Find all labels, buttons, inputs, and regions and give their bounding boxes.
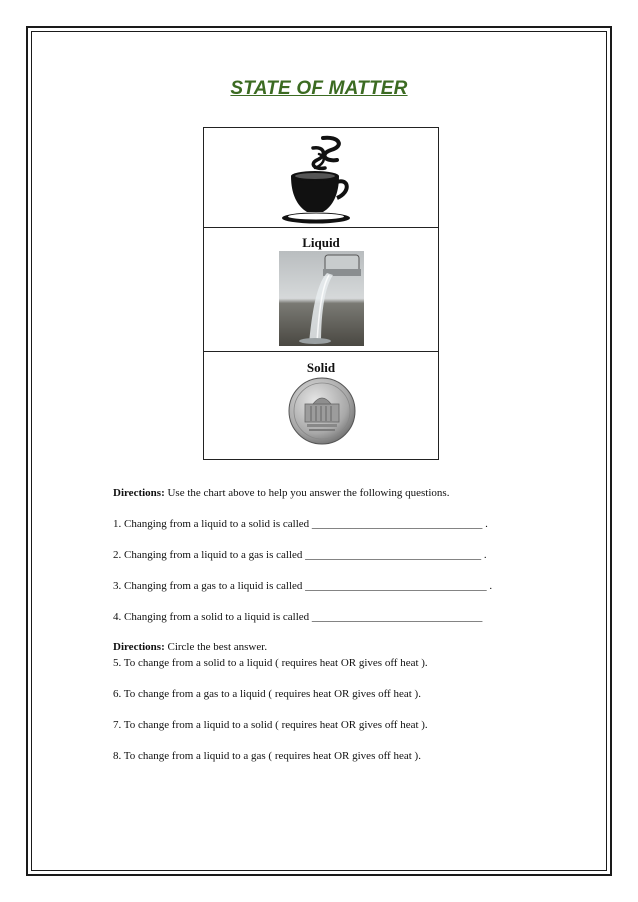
question-2: 2. Changing from a liquid to a gas is called ________________________________ . xyxy=(113,549,487,561)
steaming-cup-icon xyxy=(279,134,363,224)
directions-1 xyxy=(113,487,449,499)
question-8: 8. To change from a liquid to a gas ( requires heat OR gives off heat ). xyxy=(113,750,421,762)
directions-1-label: Directions: xyxy=(113,487,165,499)
pouring-water-photo xyxy=(279,251,364,346)
question-7: 7. To change from a liquid to a solid ( requires heat OR gives off heat ). xyxy=(113,719,428,731)
solid-label: Solid xyxy=(306,360,336,375)
chart-cell-solid xyxy=(204,352,438,458)
question-6: 6. To change from a gas to a liquid ( requires heat OR gives off heat ). xyxy=(113,688,421,700)
states-chart xyxy=(203,127,439,460)
chart-cell-liquid xyxy=(204,228,438,352)
directions-2-label: Directions: xyxy=(113,641,165,653)
directions-2 xyxy=(113,641,267,653)
directions-1-text: Use the chart above to help you answer the following questions. xyxy=(164,487,450,499)
chart-cell-gas xyxy=(204,128,438,228)
question-3: 3. Changing from a gas to a liquid is called _________________________________ . xyxy=(113,580,493,592)
directions-2-text: Circle the best answer. xyxy=(164,641,268,653)
question-4: 4. Changing from a solid to a liquid is called _______________________________ xyxy=(113,611,483,623)
question-5: 5. To change from a solid to a liquid ( requires heat OR gives off heat ). xyxy=(113,657,428,669)
nickel-coin-photo xyxy=(287,376,357,446)
liquid-label: Liquid xyxy=(302,235,340,250)
question-1: 1. Changing from a liquid to a solid is called _______________________________ . xyxy=(113,518,488,530)
page-title: STATE OF MATTER xyxy=(230,78,408,99)
